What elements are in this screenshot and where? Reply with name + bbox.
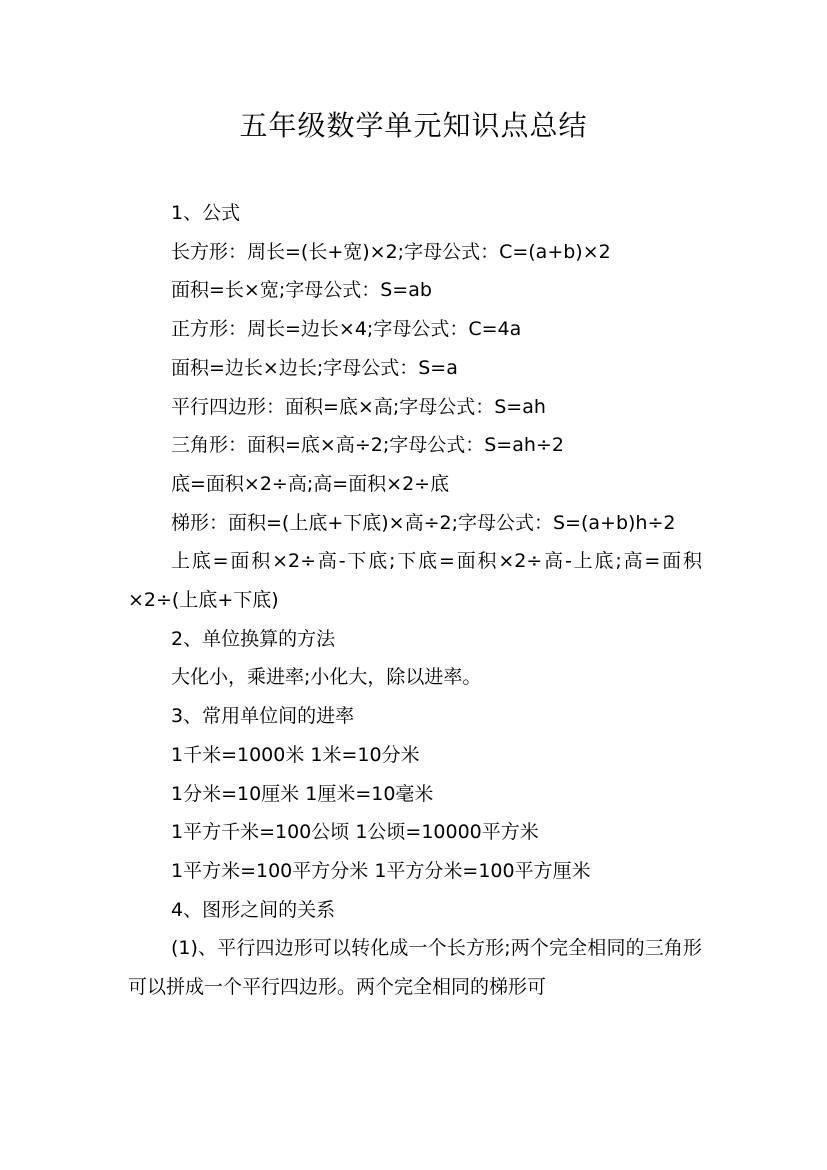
- paragraph-trapezoid-bases: 上底=面积×2÷高-下底;下底=面积×2÷高-上底;高=面积×2÷(上底+下底): [128, 550, 702, 612]
- paragraph-parallelogram-area: 平行四边形：面积=底×高;字母公式：S=ah: [171, 395, 546, 418]
- section-heading-shape-relations: 4、图形之间的关系: [171, 898, 336, 921]
- paragraph-area-units-2: 1平方米=100平方分米 1平方分米=100平方厘米: [171, 859, 591, 882]
- document-title: 五年级数学单元知识点总结: [239, 109, 588, 142]
- paragraph-shape-relations: (1)、平行四边形可以转化成一个长方形;两个完全相同的三角形可以拼成一个平行四边形。两个完全相同的梯形可: [128, 937, 702, 999]
- paragraph-length-units-1: 1千米=1000米 1米=10分米: [171, 743, 420, 766]
- paragraph-rectangle-area: 面积=长×宽;字母公式：S=ab: [171, 279, 432, 302]
- document-body: [128, 194, 702, 1007]
- paragraph-square-perimeter: 正方形：周长=边长×4;字母公式：C=4a: [171, 318, 522, 341]
- section-heading-unit-conversion: 2、单位换算的方法: [171, 627, 336, 650]
- paragraph-square-area: 面积=边长×边长;字母公式：S=a: [171, 356, 458, 379]
- paragraph-triangle-base-height: 底=面积×2÷高;高=面积×2÷底: [171, 472, 450, 495]
- paragraph-conversion-rule: 大化小，乘进率;小化大，除以进率。: [171, 666, 482, 689]
- section-heading-unit-rates: 3、常用单位间的进率: [171, 705, 355, 728]
- paragraph-triangle-area: 三角形：面积=底×高÷2;字母公式：S=ah÷2: [171, 434, 564, 457]
- paragraph-trapezoid-area: 梯形：面积=(上底+下底)×高÷2;字母公式：S=(a+b)h÷2: [171, 511, 676, 534]
- paragraph-rectangle-perimeter: 长方形：周长=(长+宽)×2;字母公式：C=(a+b)×2: [171, 240, 611, 263]
- section-heading-formulas: 1、公式: [171, 202, 241, 224]
- paragraph-area-units-1: 1平方千米=100公顷 1公顷=10000平方米: [171, 821, 539, 844]
- paragraph-length-units-2: 1分米=10厘米 1厘米=10毫米: [171, 782, 434, 805]
